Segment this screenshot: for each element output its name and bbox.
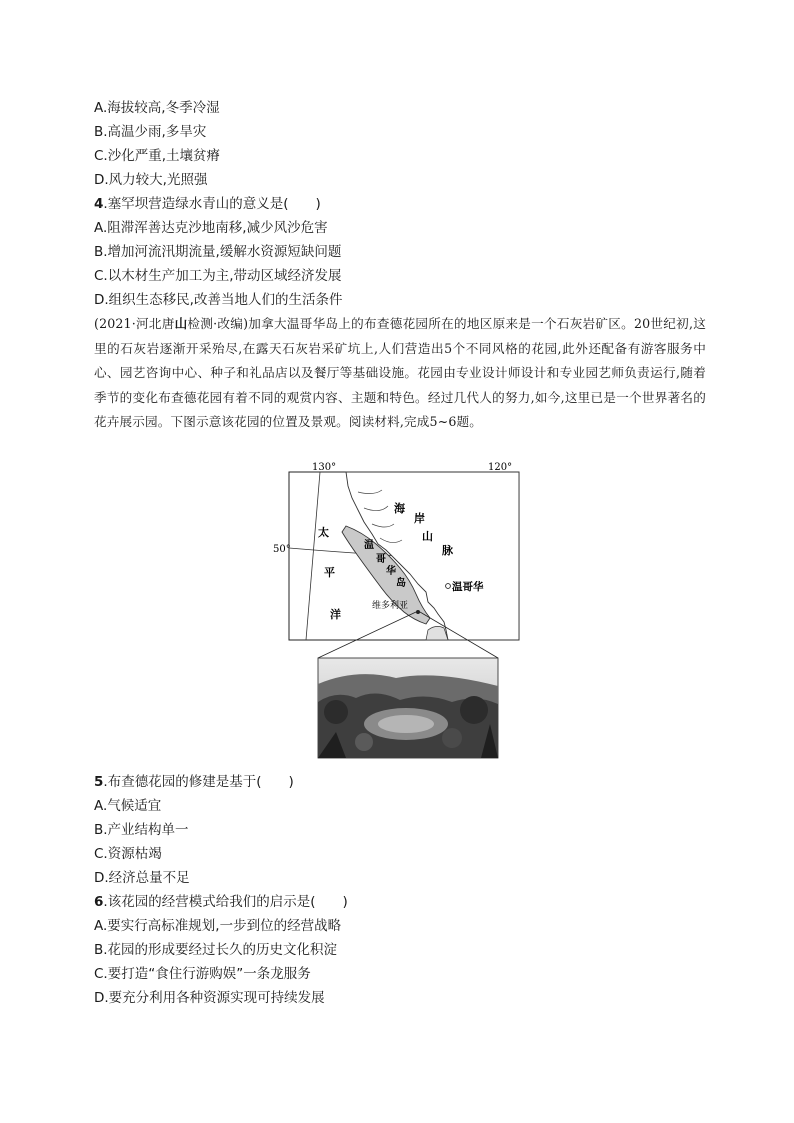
q6-option-c: C.要打造“食住行游购娱”一条龙服务 [94, 966, 311, 982]
q4-stem-text: .塞罕坝营造绿水青山的意义是( ) [103, 196, 321, 212]
q5-option-a: A.气候适宜 [94, 798, 162, 814]
q5-option-c: C.资源枯竭 [94, 846, 162, 862]
mountain-char-4: 脉 [442, 544, 453, 557]
victoria-city-label: 维多利亚 [372, 601, 409, 611]
reading-passage [94, 312, 706, 435]
island-char-3: 华 [386, 566, 396, 577]
lon-120-label: 120° [488, 462, 513, 473]
mountain-char-3: 山 [422, 530, 433, 543]
q4-option-c: C.以木材生产加工为主,带动区域经济发展 [94, 268, 342, 284]
passage-source-bold: 山 [174, 316, 188, 331]
page-content [94, 96, 706, 435]
passage-source-prefix: (2021·河北唐 [94, 316, 175, 331]
ocean-char-2: 平 [324, 566, 335, 579]
page-content-lower [94, 770, 706, 1010]
mountain-char-2: 岸 [414, 512, 425, 525]
q6-stem [94, 890, 706, 914]
q3-option-a: A.海拔较高,冬季冷湿 [94, 100, 220, 116]
q4-option-b: B.增加河流汛期流量,缓解水资源短缺问题 [94, 244, 342, 260]
q5-option-d: D.经济总量不足 [94, 870, 190, 886]
q4-stem [94, 192, 706, 216]
ocean-char-1: 太 [318, 526, 329, 539]
q6-option-d: D.要充分利用各种资源实现可持续发展 [94, 990, 325, 1006]
q3-option-b: B.高温少雨,多旱灾 [94, 124, 207, 140]
q3-option-c: C.沙化严重,土壤贫瘠 [94, 148, 221, 164]
q5-stem-text: .布查德花园的修建是基于( ) [103, 774, 294, 790]
lon-130-label: 130° [312, 462, 337, 473]
mountain-char-1: 海 [394, 502, 405, 515]
q4-number: 4 [94, 196, 104, 212]
q4-option-d: D.组织生态移民,改善当地人们的生活条件 [94, 292, 343, 308]
passage-text: 加拿大温哥华岛上的布查德花园所在的地区原来是一个石灰岩矿区。20世纪初,这里的石灰岩逐渐开采殆尽,在露天石灰岩采矿坑上,人们营造出5个不同风格的花园,此外还配备有游客服务中心、园艺咨询中心、种子和礼品店以及餐厅等基础设施。花园由专业设计师设计和专业园艺师负责运行,随着季节的变化布查德花园有着不同的观赏内容、主题和特色。经过几代人的努力,如今,这里已是一个世界著名的花卉展示园。下图示意该花园的位置及景观。阅读材料,完成5~6题。 [94, 316, 707, 429]
q5-option-b: B.产业结构单一 [94, 822, 189, 838]
q5-stem [94, 770, 706, 794]
lat-50-label: 50° [273, 544, 291, 555]
q3-option-d: D.风力较大,光照强 [94, 172, 208, 188]
island-char-1: 温 [364, 540, 374, 551]
island-char-4: 岛 [396, 578, 406, 589]
q6-option-a: A.要实行高标准规划,一步到位的经营战略 [94, 918, 342, 934]
garden-photo [318, 658, 498, 758]
q6-stem-text: .该花园的经营模式给我们的启示是( ) [103, 894, 348, 910]
map-figure [273, 462, 526, 762]
victoria-city-marker [416, 610, 420, 614]
q4-option-a: A.阻滞浑善达克沙地南移,减少风沙危害 [94, 220, 328, 236]
vancouver-city-marker [446, 584, 451, 589]
vancouver-city-label: 温哥华 [452, 581, 484, 593]
ocean-char-3: 洋 [330, 608, 341, 621]
location-map-svg [273, 462, 526, 762]
q6-number: 6 [94, 894, 104, 910]
q6-option-b: B.花园的形成要经过长久的历史文化积淀 [94, 942, 338, 958]
island-char-2: 哥 [376, 554, 386, 565]
passage-source-suffix: 检测·改编) [187, 316, 249, 331]
q5-number: 5 [94, 774, 104, 790]
